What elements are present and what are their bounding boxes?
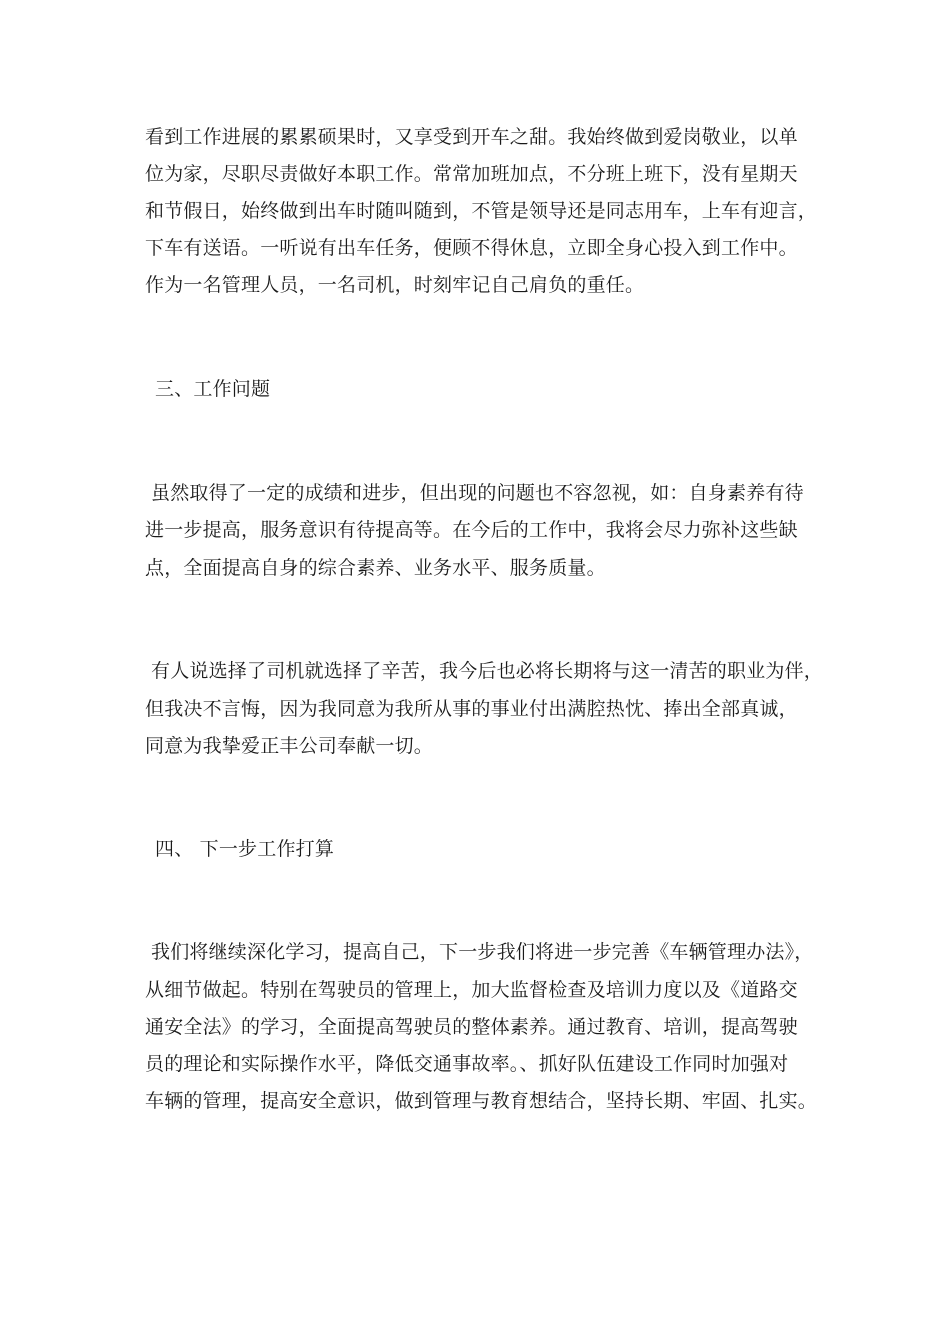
section-heading-4: 四、 下一步工作打算 (155, 838, 335, 860)
paragraph-line: 从细节做起。特别在驾驶员的管理上，加大监督检查及培训力度以及《道路交 (145, 979, 798, 1001)
paragraph-line: 下车有送语。一听说有出车任务，便顾不得休息，立即全身心投入到工作中。 (145, 237, 798, 259)
paragraph-line: 进一步提高，服务意识有待提高等。在今后的工作中，我将会尽力弥补这些缺 (145, 519, 798, 541)
paragraph-line: 作为一名管理人员，一名司机，时刻牢记自己肩负的重任。 (145, 274, 645, 296)
section-heading-3: 三、工作问题 (155, 378, 271, 400)
paragraph-line: 有人说选择了司机就选择了辛苦，我今后也必将长期将与这一清苦的职业为伴， (151, 660, 824, 682)
paragraph-line: 通安全法》的学习，全面提高驾驶员的整体素养。通过教育、培训，提高驾驶 (145, 1016, 798, 1038)
paragraph-line: 虽然取得了一定的成绩和进步，但出现的问题也不容忽视，如：自身素养有待 (151, 482, 804, 504)
paragraph-line: 我们将继续深化学习，提高自己，下一步我们将进一步完善《车辆管理办法》， (151, 941, 814, 963)
paragraph-line: 点，全面提高自身的综合素养、业务水平、服务质量。 (145, 557, 606, 579)
paragraph-line: 员的理论和实际操作水平，降低交通事故率。、抓好队伍建设工作同时加强对 (145, 1053, 789, 1075)
paragraph-line: 车辆的管理，提高安全意识，做到管理与教育想结合，坚持长期、牢固、扎实。 (145, 1090, 818, 1112)
paragraph-line: 和节假日，始终做到出车时随叫随到，不管是领导还是同志用车，上车有迎言， (145, 200, 818, 222)
paragraph-line: 但我决不言悔，因为我同意为我所从事的事业付出满腔热忱、捧出全部真诚， (145, 698, 798, 720)
paragraph-line: 看到工作进展的累累硕果时，又享受到开车之甜。我始终做到爱岗敬业，以单 (145, 126, 798, 148)
paragraph-line: 同意为我挚爱正丰公司奉献一切。 (145, 735, 434, 757)
paragraph-line: 位为家，尽职尽责做好本职工作。常常加班加点，不分班上班下，没有星期天 (145, 163, 798, 185)
